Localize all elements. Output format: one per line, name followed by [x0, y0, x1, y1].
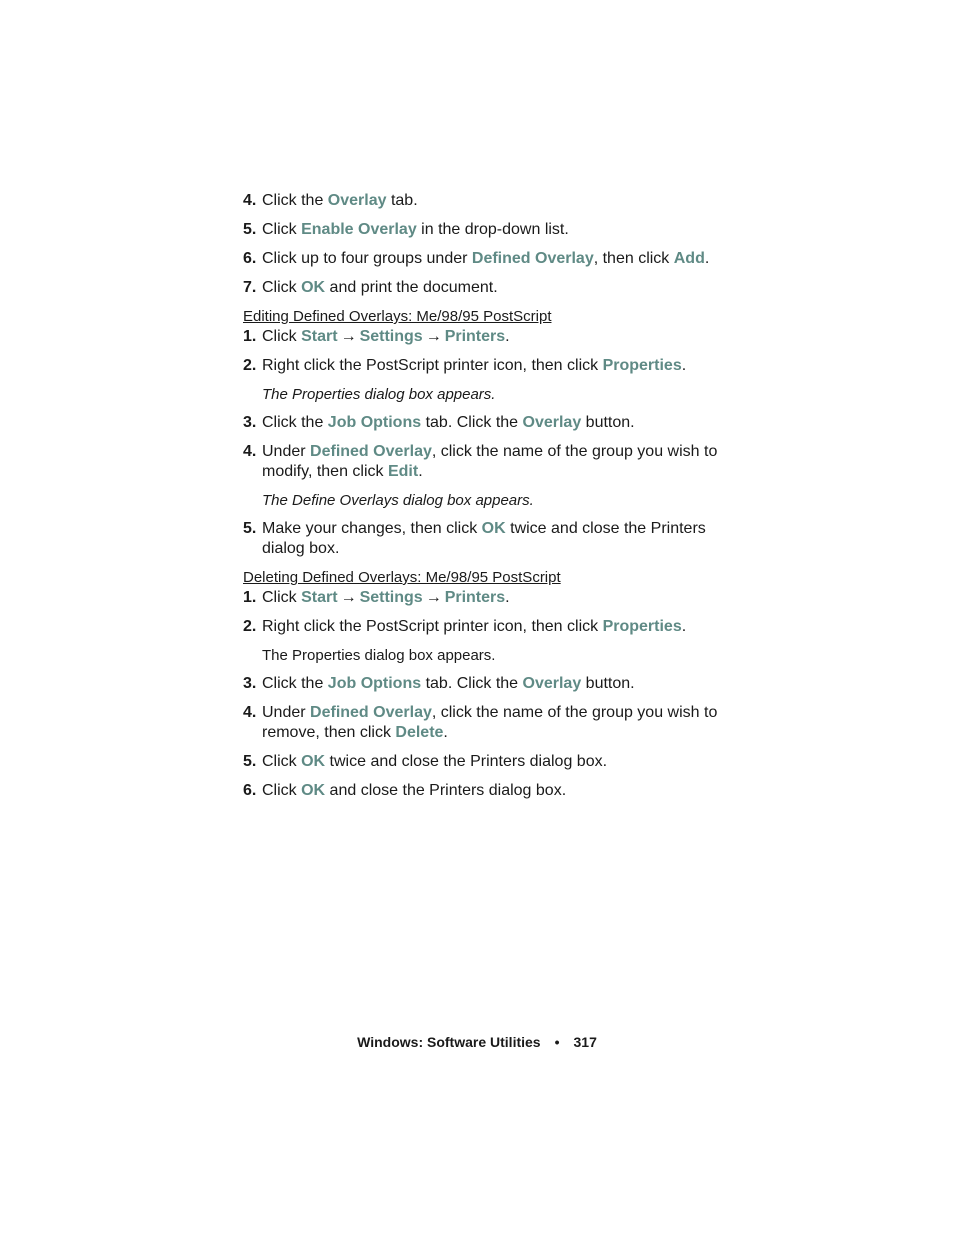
text-run: and close the Printers dialog box. — [325, 782, 567, 799]
text-run: Click the — [262, 675, 328, 692]
text-run: button. — [581, 675, 635, 692]
ui-term: Edit — [387, 463, 419, 480]
step-text — [262, 674, 733, 694]
text-run: tab. Click the — [421, 414, 523, 431]
ui-term: OK — [301, 782, 326, 799]
ui-term: Start — [301, 328, 338, 345]
step-text — [262, 413, 733, 433]
text-run: Click up to four groups under — [262, 250, 472, 267]
ui-term: Overlay — [522, 414, 582, 431]
step-text — [262, 191, 733, 211]
step-4-overlay-tab — [243, 191, 733, 211]
text-run: . — [704, 250, 710, 267]
step-6-defined-overlay — [243, 249, 733, 269]
step-number: 2. — [243, 618, 257, 635]
step-text — [262, 327, 733, 347]
text-run: tab. Click the — [421, 675, 523, 692]
ui-term: Start — [301, 589, 338, 606]
step-5-enable-overlay — [243, 220, 733, 240]
ui-term: Overlay — [327, 192, 387, 209]
ui-term: Settings — [359, 328, 423, 345]
ui-term: Settings — [359, 589, 423, 606]
arrow-icon: → — [425, 589, 442, 606]
text-run: . — [418, 463, 423, 480]
ui-term: Printers — [444, 589, 506, 606]
ui-term: Job Options — [327, 414, 422, 431]
text-run: twice and close the Printers dialog box. — [262, 520, 706, 557]
text-run: . — [505, 328, 510, 345]
step-number: 6. — [243, 250, 257, 267]
arrow-icon: → — [340, 589, 357, 606]
ui-term: Job Options — [327, 675, 422, 692]
step-text — [262, 588, 733, 608]
text-run: Click — [262, 328, 302, 345]
document-body — [243, 191, 733, 810]
text-run: Click — [262, 221, 302, 238]
text-run: twice and close the Printers dialog box. — [325, 753, 608, 770]
step-number: 1. — [243, 328, 257, 345]
step-number: 3. — [243, 414, 257, 431]
text-run: . — [681, 357, 687, 374]
step-number: 5. — [243, 221, 257, 238]
text-run: Click — [262, 753, 302, 770]
ui-term: OK — [481, 520, 506, 537]
text-run: Click — [262, 589, 302, 606]
step-number: 2. — [243, 357, 257, 374]
step-text — [262, 752, 733, 772]
text-run: Click — [262, 782, 302, 799]
result-note: The Properties dialog box appears. — [262, 647, 496, 664]
step-text — [262, 278, 733, 298]
step-text — [262, 249, 733, 269]
step-text — [262, 356, 733, 376]
arrow-icon: → — [425, 328, 442, 345]
ui-term: Properties — [602, 357, 682, 374]
step-text — [262, 617, 733, 637]
text-run: tab. — [386, 192, 418, 209]
step-text — [262, 442, 733, 482]
ui-term: Defined Overlay — [471, 250, 594, 267]
page-footer — [0, 1034, 954, 1050]
step-2-properties — [243, 617, 733, 637]
text-run: in the drop-down list. — [416, 221, 569, 238]
step-number: 4. — [243, 443, 257, 460]
text-run: Right click the PostScript printer icon, then click — [262, 618, 603, 635]
ui-term: Overlay — [522, 675, 582, 692]
ui-term: Defined Overlay — [310, 443, 432, 460]
step-text — [262, 781, 733, 801]
step-1-start-menu — [243, 588, 733, 608]
text-run: . — [505, 589, 510, 606]
ui-term: Add — [673, 250, 705, 267]
text-run: Under — [262, 704, 311, 721]
ui-term: Properties — [602, 618, 682, 635]
text-run: . — [443, 724, 448, 741]
step-6-click-ok — [243, 781, 733, 801]
text-run: , click the name of the group you wish to modify, then click — [262, 443, 718, 480]
step-number: 3. — [243, 675, 257, 692]
ui-term: Printers — [444, 328, 506, 345]
text-run: Under — [262, 443, 311, 460]
text-run: Click — [262, 279, 302, 296]
step-number: 6. — [243, 782, 257, 799]
step-text — [262, 703, 733, 743]
ui-term: Delete — [395, 724, 444, 741]
step-5-click-ok-twice — [243, 752, 733, 772]
result-note: The Define Overlays dialog box appears. — [262, 492, 534, 509]
step-7-click-ok — [243, 278, 733, 298]
step-text — [262, 220, 733, 240]
step-number: 1. — [243, 589, 257, 606]
step-number: 7. — [243, 279, 257, 296]
ui-term: Enable Overlay — [301, 221, 417, 238]
step-3-job-options — [243, 674, 733, 694]
section-heading-deleting: Deleting Defined Overlays: Me/98/95 PostScript — [243, 569, 561, 586]
text-run: button. — [581, 414, 635, 431]
text-run: , click the name of the group you wish to remove, then click — [262, 704, 718, 741]
footer-section-title: Windows: Software Utilities — [357, 1034, 541, 1050]
ui-term: OK — [301, 279, 326, 296]
step-2-properties — [243, 356, 733, 376]
text-run: . — [681, 618, 687, 635]
text-run: Click the — [262, 192, 328, 209]
text-run: Click the — [262, 414, 328, 431]
step-number: 4. — [243, 192, 257, 209]
step-5-make-changes — [243, 519, 733, 559]
arrow-icon: → — [340, 328, 357, 345]
step-3-job-options — [243, 413, 733, 433]
step-number: 5. — [243, 753, 257, 770]
step-1-start-menu — [243, 327, 733, 347]
result-note: The Properties dialog box appears. — [262, 386, 496, 403]
step-4-edit — [243, 442, 733, 482]
ui-term: Defined Overlay — [310, 704, 432, 721]
section-heading-editing: Editing Defined Overlays: Me/98/95 PostScript — [243, 308, 552, 325]
step-text — [262, 519, 733, 559]
text-run: , then click — [593, 250, 674, 267]
text-run: and print the document. — [325, 279, 498, 296]
step-number: 5. — [243, 520, 257, 537]
text-run: Right click the PostScript printer icon, then click — [262, 357, 603, 374]
step-4-delete — [243, 703, 733, 743]
page-number: 317 — [573, 1034, 597, 1050]
text-run: Make your changes, then click — [262, 520, 482, 537]
bullet-separator: • — [554, 1034, 560, 1050]
step-number: 4. — [243, 704, 257, 721]
ui-term: OK — [301, 753, 326, 770]
